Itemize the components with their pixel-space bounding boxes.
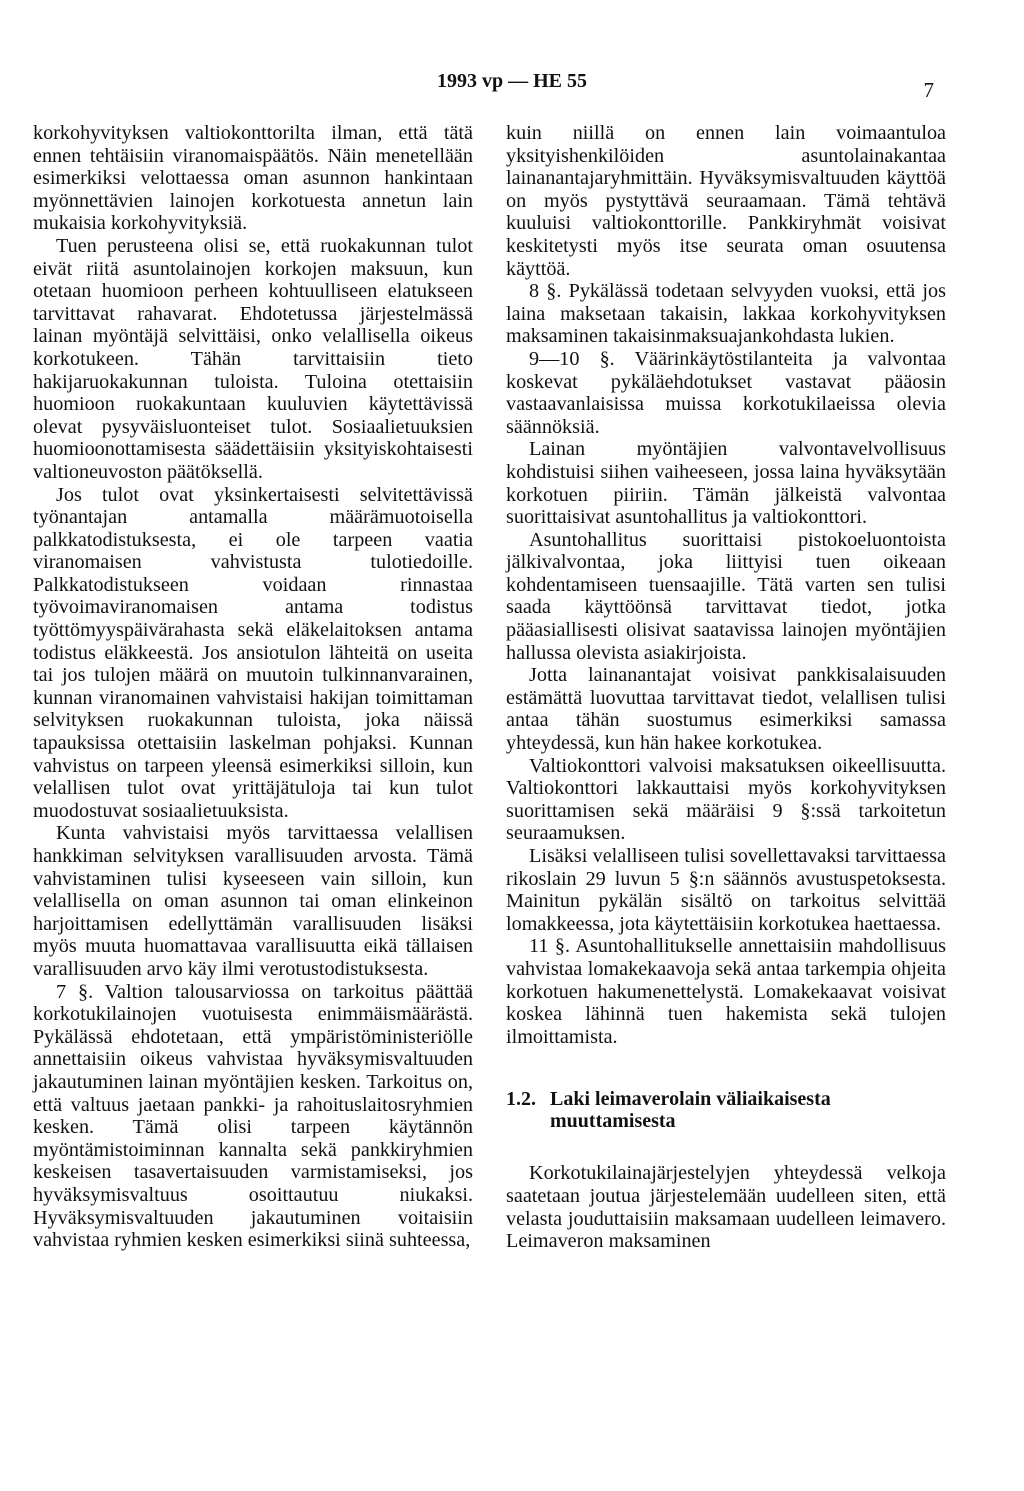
right-paragraph-5: Asuntohallitus suorittaisi pistokoeluontoista jälkivalvontaa, joka liittyisi tuen oikeaan kohdentamiseen tuensaajille. Tätä varten sen tulisi saada käyttöönsä tarvittavat tiedot, jotka pääasiallisesti olisivat saatavissa lainojen myöntäjien hallussa olevista asiakirjoista. [506,528,946,664]
right-paragraph-9: 11 §. Asuntohallitukselle annettaisiin mahdollisuus vahvistaa lomakekaavoja sekä antaa tarkempia ohjeita korkotuen hakumenettelystä. Lomakekaavat voisivat koskea lähinnä tuen hakemista sekä tulojen ilmoittamista. [506,935,946,1048]
section-title: Laki leimaverolain väliaikaisesta muuttamisesta [550,1088,831,1133]
left-paragraph-4: Kunta vahvistaisi myös tarvittaessa velallisen hankkiman selvityksen varallisuuden arvosta. Tämä vahvistaminen tulisi kyseeseen vain silloin, kun velallisella on oman asunnon tai oman elinkeinon harjoittamisen edellyttämän varallisuuden lisäksi myös muuta huomattavaa varallisuutta eikä tällaisen varallisuuden arvo käy ilmi verotustodistuksesta. [33,822,473,980]
right-paragraph-1: kuin niillä on ennen lain voimaantuloa yksityishenkilöiden asuntolainakantaa lainanantajaryhmittäin. Hyväksymisvaltuuden käyttöä on myös pystyttävä seuraamaan. Tämä tehtävä kuuluisi valtiokonttorille. Pankkiryhmät voisivat keskitetysti myös itse seurata oman osuutensa käyttöä. [506,122,946,280]
left-paragraph-2: Tuen perusteena olisi se, että ruokakunnan tulot eivät riitä asuntolainojen korkojen maksuun, kun otetaan huomioon perheen kohtuulliseen elatukseen tarvittavat rahavarat. Ehdotetussa järjestelmässä lainan myöntäjä selvittäisi, onko velallisella oikeus korkotukeen. Tähän tarvittaisiin tieto hakijaruokakunnan tuloista. Tuloina otettaisiin huomioon ruokakuntaan kuuluvien käytettävissä olevat pysyväisluonteiset tulot. Sosiaalietuuksien huomioonottamisesta säädettäisiin yksityiskohtaisesti valtioneuvoston päätöksellä. [33,234,473,483]
left-paragraph-5: 7 §. Valtion talousarviossa on tarkoitus päättää korkotukilainojen vuotuisesta enimmäismäärästä. Pykälässä ehdotetaan, että ympäristöministeriölle annettaisiin oikeus vahvistaa hyväksymisvaltuuden jakautuminen lainan myöntäjien kesken. Tarkoitus on, että valtuus jaetaan pankki- ja rahoituslaitosryhmien kesken. Tämä olisi tarpeen käytännön myöntämistoiminnan kannalta sekä pankkiryhmien keskeisen tasavertaisuuden varmistamiseksi, jos hyväksymisvaltuus osoittautuu niukaksi. Hyväksymisvaltuuden jakautuminen voitaisiin vahvistaa ryhmien kesken esimerkiksi siinä suhteessa, [33,980,473,1252]
left-column [33,122,473,1252]
right-paragraph-6: Jotta lainanantajat voisivat pankkisalaisuuden estämättä luovuttaa tarvittavat tiedot, velallisen tulisi antaa tähän suostumus esimerkiksi samassa yhteydessä, kun hän hakee korkotukea. [506,664,946,755]
right-paragraph-7: Valtiokonttori valvoisi maksatuksen oikeellisuutta. Valtiokonttori lakkauttaisi myös korkohyvityksen suorittamisen sekä määräisi 9 §:ssä tarkoitetun seuraamuksen. [506,754,946,845]
left-paragraph-3: Jos tulot ovat yksinkertaisesti selvitettävissä työnantajan antamalla määrämuotoisella palkkatodistuksesta, ei ole tarpeen vaatia viranomaisen vahvistusta tulotiedoille. Palkkatodistukseen voidaan rinnastaa työvoimaviranomaisen antama todistus työttömyyspäivärahasta sekä eläkelaitoksen antama todistus eläkkeestä. Jos ansiotulon lähteitä on useita tai jos tulojen määrä on muutoin tulkinnanvarainen, kunnan viranomainen vahvistaisi hakijan toimittaman selvityksen ruokakunnan tuloista, joka näissä tapauksissa otettaisiin laskelman pohjaksi. Kunnan vahvistus on tarpeen yleensä esimerkiksi silloin, kun velallisen tulot ovat yrittäjätuloja tai kun tulot muodostuvat sosiaalietuuksista. [33,483,473,822]
right-column [506,122,946,1253]
header-title: 1993 vp — HE 55 [436,70,588,92]
section-heading [506,1088,946,1132]
right-paragraph-2: 8 §. Pykälässä todetaan selvyyden vuoksi, että jos laina maksetaan takaisin, lakkaa korkohyvityksen maksaminen takaisinmaksuajankohdasta lukien. [506,280,946,348]
page-number: 7 [923,78,934,102]
section-number: 1.2. [506,1088,536,1111]
section-paragraph: Korkotukilainajärjestelyjen yhteydessä velkoja saatetaan joutua järjestelemään uudelleen siten, että velasta jouduttaisiin maksamaan uudelleen leimavero. Leimaveron maksaminen [506,1162,946,1253]
right-paragraph-8: Lisäksi velalliseen tulisi sovellettavaksi tarvittaessa rikoslain 29 luvun 5 §:n säännös avustuspetoksesta. Mainitun pykälän sisältö on tarkoitus selvittää lomakkeessa, jota käytettäisiin korkotukea haettaessa. [506,845,946,935]
left-paragraph-1: korkohyvityksen valtiokonttorilta ilman, että tätä ennen tehtäisiin viranomaispäätös. Näin menetellään esimerkiksi velottaessa oman asunnon hankintaan myönnettävien lainojen korkotuesta annetun lain mukaisia korkohyvityksiä. [33,122,473,235]
right-paragraph-4: Lainan myöntäjien valvontavelvollisuus kohdistuisi siihen vaiheeseen, jossa laina hyväksytään korkotuen piiriin. Tämän jälkeistä valvontaa suorittaisivat asuntohallitus ja valtiokonttori. [506,438,946,529]
right-paragraph-3: 9—10 §. Väärinkäytöstilanteita ja valvontaa koskevat pykäläehdotukset vastavat pääosin vastaavanlaisissa muissa korkotukilaeissa olevia säännöksiä. [506,347,946,438]
